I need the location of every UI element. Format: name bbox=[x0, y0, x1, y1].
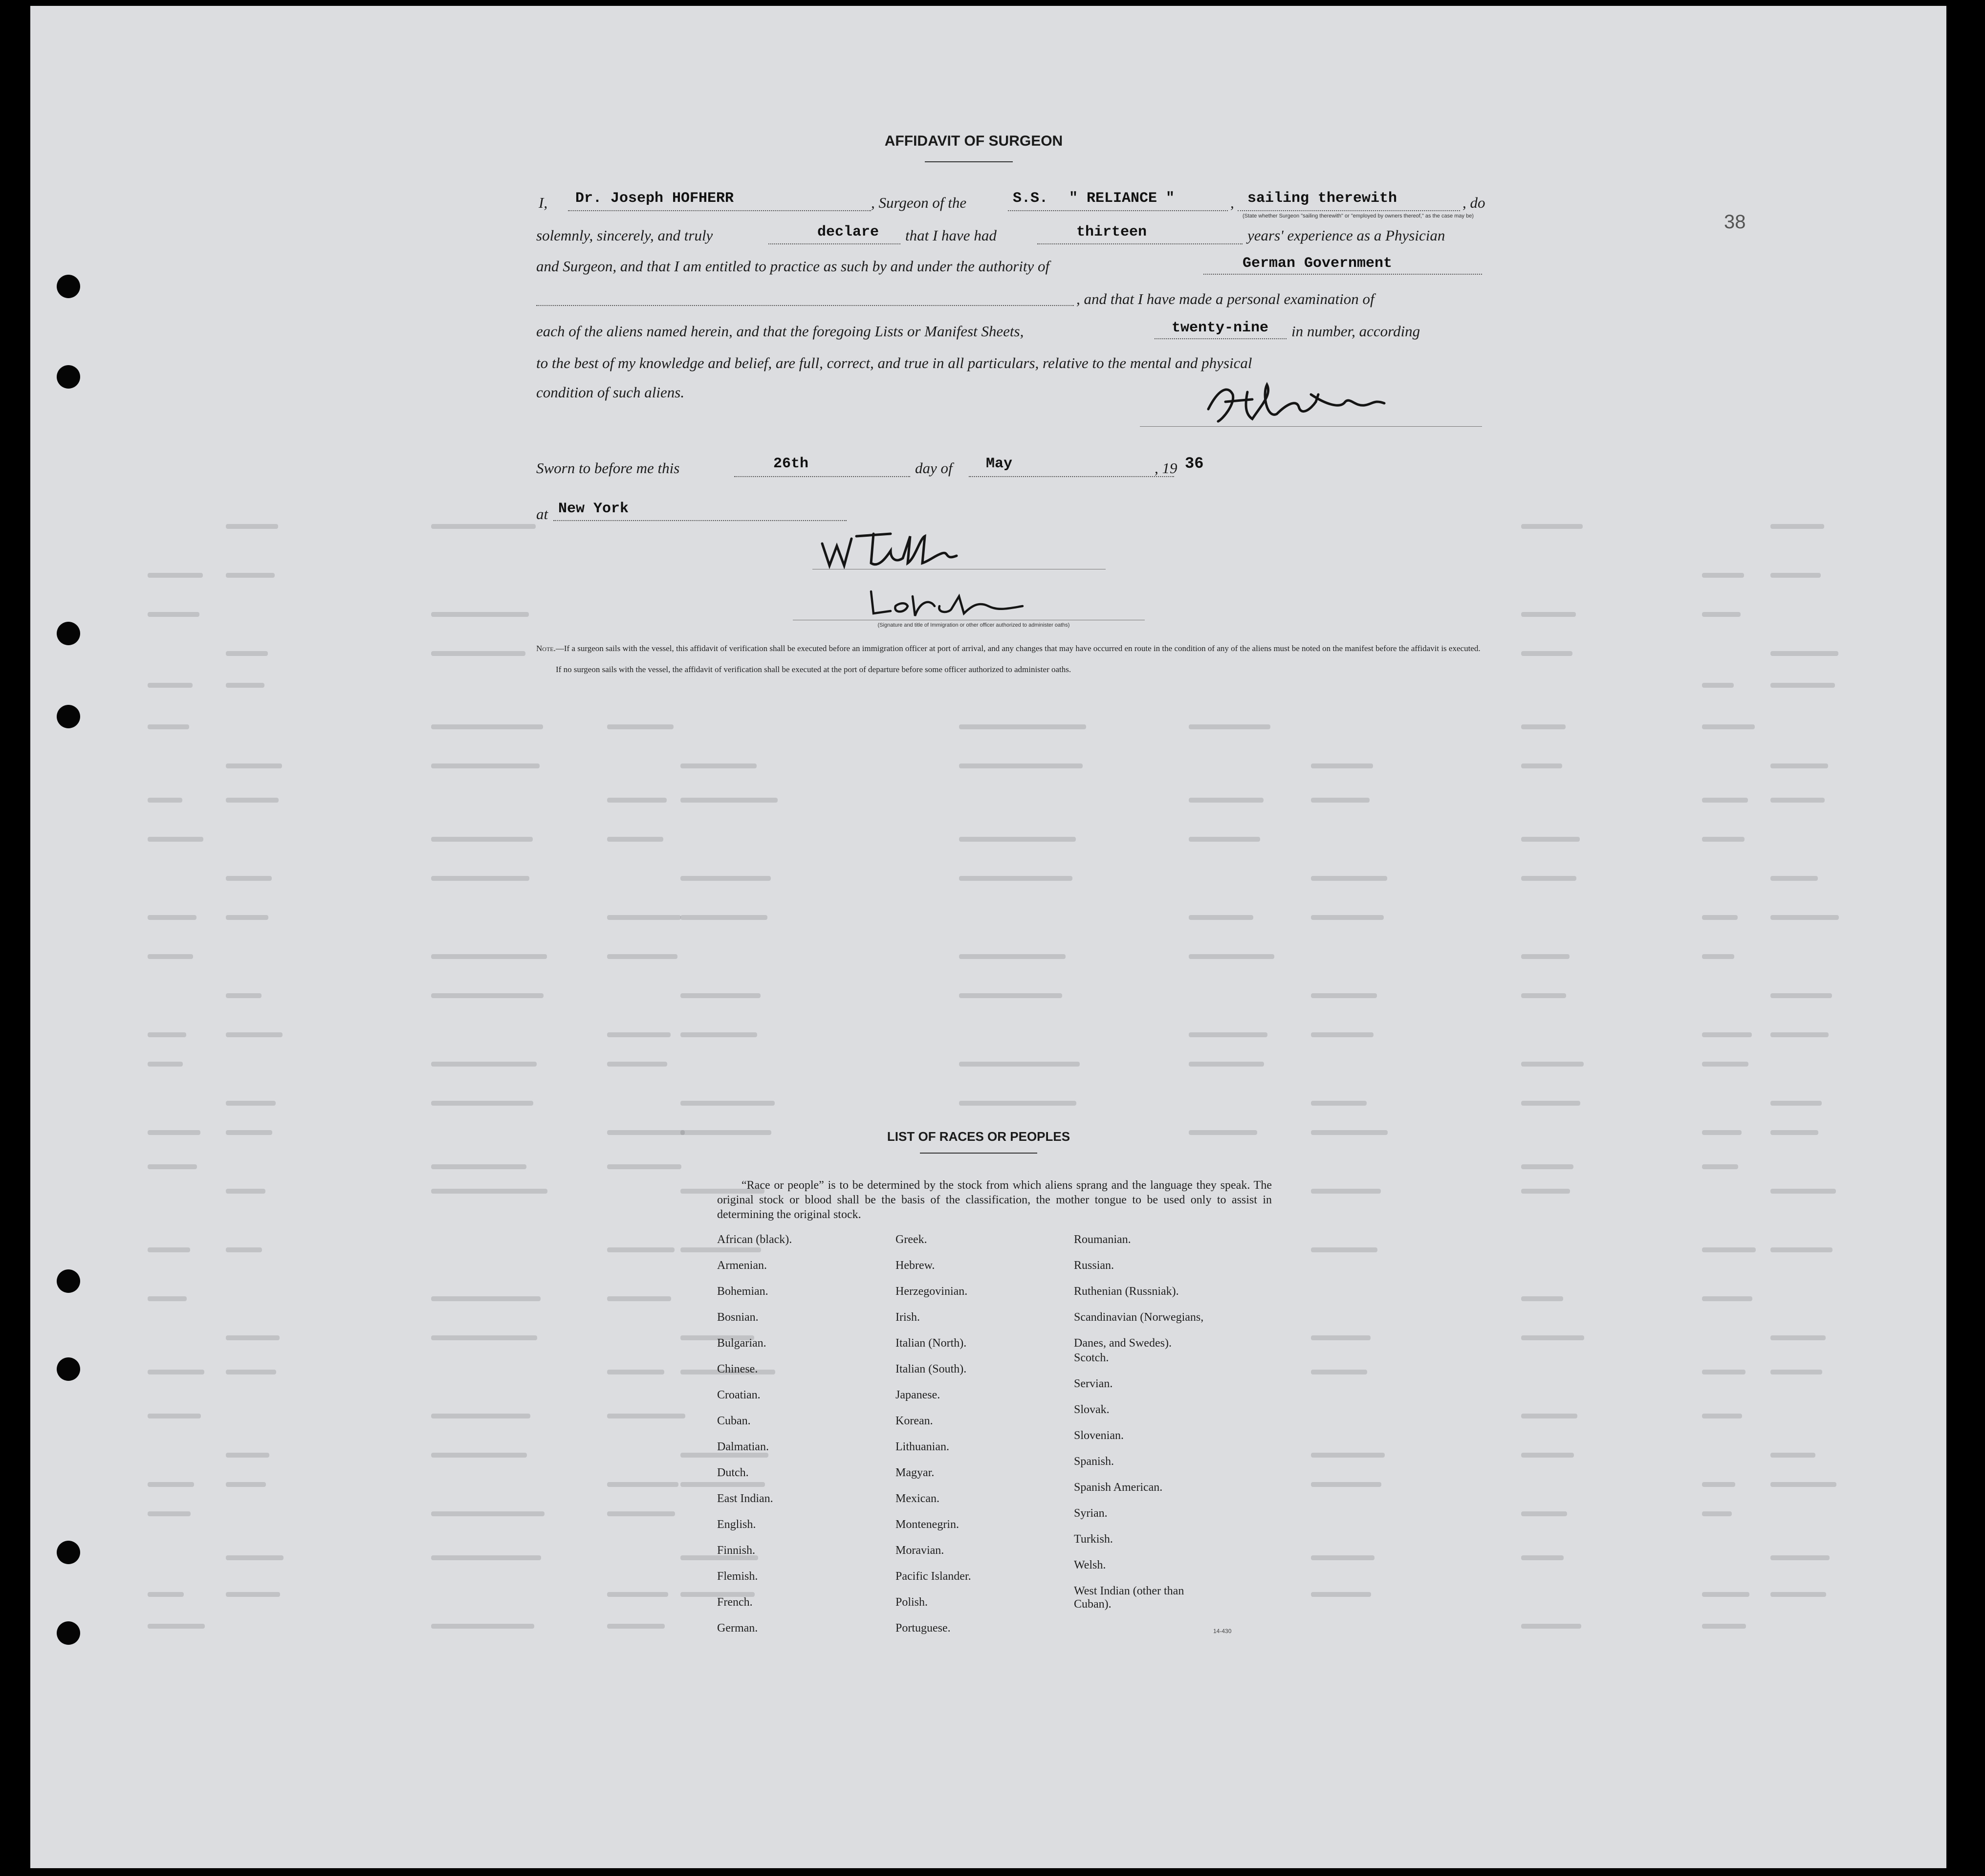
bleed-through-mark bbox=[607, 1370, 664, 1374]
bleed-through-mark bbox=[226, 915, 268, 920]
bleed-through-mark bbox=[1770, 993, 1832, 998]
race-entry: Finnish. bbox=[717, 1544, 756, 1557]
bleed-through-mark bbox=[1521, 1101, 1580, 1106]
officer-caption: (Signature and title of Immigration or other officer authorized to administer oaths) bbox=[877, 622, 1070, 628]
bleed-through-mark bbox=[959, 876, 1072, 881]
bleed-through-mark bbox=[1311, 1247, 1377, 1252]
bleed-through-mark bbox=[1702, 612, 1741, 617]
bleed-through-mark bbox=[226, 1247, 262, 1252]
race-entry: French. bbox=[717, 1596, 753, 1609]
surgeon-capacity: sailing therewith bbox=[1247, 190, 1397, 207]
bleed-through-mark bbox=[1770, 651, 1838, 656]
race-entry: African (black). bbox=[717, 1233, 792, 1246]
binder-hole bbox=[57, 1357, 80, 1381]
bleed-through-mark bbox=[148, 1414, 201, 1418]
bleed-through-mark bbox=[1770, 1101, 1822, 1106]
bleed-through-mark bbox=[431, 1511, 545, 1516]
bleed-through-mark bbox=[680, 993, 761, 998]
bleed-through-mark bbox=[431, 1189, 547, 1194]
bleed-through-mark bbox=[1770, 1130, 1818, 1135]
bleed-through-mark bbox=[148, 612, 199, 617]
sworn-mid: day of bbox=[915, 459, 953, 477]
bleed-through-mark bbox=[226, 763, 282, 768]
race-entry: Portuguese. bbox=[895, 1622, 951, 1635]
bleed-through-mark bbox=[1521, 1335, 1584, 1340]
bleed-through-mark bbox=[1189, 915, 1253, 920]
race-entry: Chinese. bbox=[717, 1363, 758, 1375]
bleed-through-mark bbox=[1189, 798, 1264, 803]
races-title: LIST OF RACES OR PEOPLES bbox=[887, 1129, 1070, 1144]
race-entry: Italian (North). bbox=[895, 1337, 967, 1350]
sworn-day: 26th bbox=[773, 456, 809, 472]
sworn-year-prefix: , 19 bbox=[1155, 459, 1178, 477]
sworn-prefix: Sworn to before me this bbox=[536, 459, 680, 477]
bleed-through-mark bbox=[680, 1032, 757, 1037]
bleed-through-mark bbox=[1311, 1130, 1388, 1135]
bleed-through-mark bbox=[1521, 876, 1576, 881]
bleed-through-mark bbox=[1702, 1296, 1752, 1301]
bleed-through-mark bbox=[148, 915, 196, 920]
bleed-through-mark bbox=[1521, 724, 1566, 729]
bleed-through-mark bbox=[1770, 763, 1828, 768]
bleed-through-mark bbox=[1521, 612, 1576, 617]
binder-hole bbox=[57, 275, 80, 298]
bleed-through-mark bbox=[148, 724, 189, 729]
line5-prefix: each of the aliens named herein, and that the foregoing Lists or Manifest Sheets, bbox=[536, 323, 1024, 340]
bleed-through-mark bbox=[1770, 1335, 1826, 1340]
race-entry: English. bbox=[717, 1518, 756, 1531]
comma: , bbox=[1230, 194, 1234, 211]
race-entry: Dalmatian. bbox=[717, 1440, 769, 1453]
bleed-through-mark bbox=[431, 524, 536, 529]
sheet-count-line bbox=[1155, 338, 1287, 339]
declare-line bbox=[768, 243, 900, 244]
bleed-through-mark bbox=[148, 1164, 197, 1169]
bleed-through-mark bbox=[148, 1511, 191, 1516]
bleed-through-mark bbox=[607, 1296, 671, 1301]
line6: to the best of my knowledge and belief, are full, correct, and true in all particulars, relative to the mental and physical bbox=[536, 354, 1252, 371]
binder-hole bbox=[57, 1269, 80, 1293]
bleed-through-mark bbox=[431, 1335, 537, 1340]
binder-hole bbox=[57, 365, 80, 389]
bleed-through-mark bbox=[1770, 915, 1839, 920]
bleed-through-mark bbox=[1770, 1453, 1815, 1458]
bleed-through-mark bbox=[959, 724, 1086, 729]
race-entry: Scotch. bbox=[1074, 1352, 1109, 1364]
line1-mid: , Surgeon of the bbox=[871, 194, 967, 211]
note-text: —If a surgeon sails with the vessel, this affidavit of verification shall be executed before an immigration officer at port of arrival, and any changes that may have occurred en route in the condition of any of the aliens must be noted on the manifest before the affidavit is executed. bbox=[555, 644, 1481, 653]
bleed-through-mark bbox=[1521, 1414, 1577, 1418]
bleed-through-mark bbox=[1770, 1032, 1829, 1037]
bleed-through-mark bbox=[431, 993, 544, 998]
bleed-through-mark bbox=[226, 683, 264, 688]
bleed-through-mark bbox=[680, 763, 757, 768]
bleed-through-mark bbox=[1770, 524, 1824, 529]
race-entry: German. bbox=[717, 1622, 758, 1635]
bleed-through-mark bbox=[226, 876, 272, 881]
race-entry: Flemish. bbox=[717, 1570, 758, 1583]
years-line bbox=[1037, 243, 1243, 244]
bleed-through-mark bbox=[226, 1189, 265, 1194]
bleed-through-mark bbox=[1311, 1555, 1374, 1560]
bleed-through-mark bbox=[148, 1062, 183, 1067]
place-line bbox=[553, 520, 847, 521]
bleed-through-mark bbox=[148, 1247, 190, 1252]
bleed-through-mark bbox=[1311, 1335, 1371, 1340]
bleed-through-mark bbox=[1521, 763, 1562, 768]
bleed-through-mark bbox=[431, 1164, 526, 1169]
bleed-through-mark bbox=[431, 612, 529, 617]
bleed-through-mark bbox=[1521, 993, 1566, 998]
bleed-through-mark bbox=[226, 651, 268, 656]
bleed-through-mark bbox=[1311, 798, 1370, 803]
race-entry: West Indian (other than bbox=[1074, 1585, 1184, 1597]
bleed-through-mark bbox=[1521, 651, 1572, 656]
race-entry: Spanish American. bbox=[1074, 1481, 1163, 1494]
bleed-through-mark bbox=[1702, 683, 1734, 688]
bleed-through-mark bbox=[1702, 724, 1755, 729]
authority-line bbox=[1203, 274, 1482, 275]
bleed-through-mark bbox=[148, 954, 193, 959]
bleed-through-mark bbox=[607, 1032, 671, 1037]
bleed-through-mark bbox=[226, 1592, 280, 1597]
bleed-through-mark bbox=[607, 1482, 678, 1487]
bleed-through-mark bbox=[1311, 1101, 1367, 1106]
bleed-through-mark bbox=[959, 1101, 1076, 1106]
binder-hole bbox=[57, 622, 80, 645]
bleed-through-mark bbox=[148, 837, 203, 842]
bleed-through-mark bbox=[1521, 954, 1570, 959]
bleed-through-mark bbox=[1521, 1296, 1563, 1301]
race-entry: Servian. bbox=[1074, 1377, 1113, 1390]
race-entry: Slovenian. bbox=[1074, 1429, 1124, 1442]
race-entry: Mexican. bbox=[895, 1492, 939, 1505]
bleed-through-mark bbox=[959, 993, 1062, 998]
declare-verb: declare bbox=[817, 224, 879, 240]
bleed-through-mark bbox=[1702, 1130, 1742, 1135]
races-title-rule bbox=[920, 1153, 1037, 1154]
bleed-through-mark bbox=[959, 837, 1076, 842]
bleed-through-mark bbox=[226, 1032, 283, 1037]
bleed-through-mark bbox=[1311, 1032, 1374, 1037]
line7: condition of such aliens. bbox=[536, 384, 685, 401]
bleed-through-mark bbox=[1521, 524, 1583, 529]
race-entry: East Indian. bbox=[717, 1492, 773, 1505]
race-entry: Greek. bbox=[895, 1233, 927, 1246]
bleed-through-mark bbox=[148, 798, 182, 803]
race-entry: Bosnian. bbox=[717, 1311, 759, 1324]
bleed-through-mark bbox=[680, 1482, 765, 1487]
vessel-name: " RELIANCE " bbox=[1069, 190, 1175, 207]
bleed-through-mark bbox=[148, 1032, 186, 1037]
bleed-through-mark bbox=[431, 876, 529, 881]
bleed-through-mark bbox=[226, 798, 279, 803]
bleed-through-mark bbox=[959, 1062, 1080, 1067]
race-entry: Bohemian. bbox=[717, 1285, 768, 1298]
bleed-through-mark bbox=[148, 1482, 194, 1487]
race-entry: Lithuanian. bbox=[895, 1440, 949, 1453]
bleed-through-mark bbox=[1702, 954, 1734, 959]
sworn-place: New York bbox=[558, 501, 629, 517]
bleed-through-mark bbox=[1311, 763, 1373, 768]
bleed-through-mark bbox=[607, 1247, 675, 1252]
race-entry: Montenegrin. bbox=[895, 1518, 959, 1531]
bleed-through-mark bbox=[431, 1555, 541, 1560]
race-entry: Polish. bbox=[895, 1596, 928, 1609]
bleed-through-mark bbox=[680, 1247, 761, 1252]
capacity-line bbox=[1238, 210, 1460, 211]
sworn-day-line bbox=[734, 476, 910, 477]
surgeon-name-line bbox=[568, 210, 871, 211]
bleed-through-mark bbox=[607, 724, 674, 729]
race-entry: Scandinavian (Norwegians, bbox=[1074, 1311, 1204, 1324]
bleed-through-mark bbox=[1702, 1032, 1752, 1037]
binder-hole bbox=[57, 1541, 80, 1564]
bleed-through-mark bbox=[1770, 876, 1818, 881]
binder-hole bbox=[57, 1621, 80, 1645]
title-rule bbox=[925, 161, 1013, 162]
manifest-page bbox=[30, 6, 1946, 1868]
bleed-through-mark bbox=[607, 954, 677, 959]
race-entry: Syrian. bbox=[1074, 1507, 1108, 1520]
line2-suffix: years' experience as a Physician bbox=[1247, 227, 1445, 244]
bleed-through-mark bbox=[226, 573, 275, 578]
surgeon-signature bbox=[1199, 375, 1404, 429]
bleed-through-mark bbox=[1702, 1511, 1732, 1516]
bleed-through-mark bbox=[431, 724, 543, 729]
bleed-through-mark bbox=[959, 763, 1083, 768]
affidavit-note-2: If no surgeon sails with the vessel, the affidavit of verification shall be executed at the port of departure before some officer authorized to administer oaths. bbox=[556, 665, 1071, 674]
race-entry: Hebrew. bbox=[895, 1259, 935, 1272]
surgeon-signature-line bbox=[1140, 426, 1482, 427]
bleed-through-mark bbox=[1770, 1370, 1822, 1374]
bleed-through-mark bbox=[1311, 876, 1387, 881]
bleed-through-mark bbox=[226, 1101, 276, 1106]
race-entry: Russian. bbox=[1074, 1259, 1114, 1272]
bleed-through-mark bbox=[680, 915, 767, 920]
bleed-through-mark bbox=[607, 1592, 668, 1597]
race-entry: Herzegovinian. bbox=[895, 1285, 968, 1298]
bleed-through-mark bbox=[1311, 993, 1377, 998]
bleed-through-mark bbox=[1770, 1189, 1836, 1194]
bleed-through-mark bbox=[1521, 1453, 1574, 1458]
bleed-through-mark bbox=[1770, 1555, 1830, 1560]
bleed-through-mark bbox=[1311, 1482, 1381, 1487]
bleed-through-mark bbox=[431, 1624, 534, 1629]
bleed-through-mark bbox=[1702, 1624, 1746, 1629]
bleed-through-mark bbox=[1189, 1032, 1267, 1037]
bleed-through-mark bbox=[1189, 1130, 1257, 1135]
bleed-through-mark bbox=[148, 1624, 205, 1629]
line1-prefix: I, bbox=[539, 194, 548, 211]
bleed-through-mark bbox=[680, 798, 778, 803]
bleed-through-mark bbox=[431, 1414, 530, 1418]
bleed-through-mark bbox=[1770, 1482, 1836, 1487]
bleed-through-mark bbox=[226, 1482, 266, 1487]
sworn-year: 36 bbox=[1185, 455, 1204, 473]
officer-signature bbox=[817, 529, 1003, 573]
bleed-through-mark bbox=[148, 1592, 184, 1597]
bleed-through-mark bbox=[431, 651, 525, 656]
bleed-through-mark bbox=[1702, 837, 1745, 842]
bleed-through-mark bbox=[1702, 1062, 1748, 1067]
bleed-through-mark bbox=[1770, 798, 1825, 803]
race-entry: Slovak. bbox=[1074, 1403, 1110, 1416]
bleed-through-mark bbox=[607, 915, 681, 920]
vessel-prefix: S.S. bbox=[1013, 190, 1048, 207]
bleed-through-mark bbox=[431, 1296, 541, 1301]
bleed-through-mark bbox=[431, 954, 547, 959]
bleed-through-mark bbox=[1189, 1062, 1264, 1067]
race-entry: Armenian. bbox=[717, 1259, 767, 1272]
line2-mid: that I have had bbox=[905, 227, 997, 244]
bleed-through-mark bbox=[431, 837, 533, 842]
line1-suffix: , do bbox=[1462, 194, 1485, 211]
years-experience: thirteen bbox=[1076, 224, 1147, 240]
bleed-through-mark bbox=[1770, 683, 1835, 688]
affidavit-note bbox=[536, 644, 1489, 654]
bleed-through-mark bbox=[1311, 1592, 1371, 1597]
bleed-through-mark bbox=[1702, 573, 1744, 578]
bleed-through-mark bbox=[1770, 1592, 1826, 1597]
bleed-through-mark bbox=[226, 524, 278, 529]
bleed-through-mark bbox=[680, 1130, 771, 1135]
bleed-through-mark bbox=[1702, 1370, 1745, 1374]
page-number: 38 bbox=[1724, 211, 1746, 233]
race-entry: Italian (South). bbox=[895, 1363, 967, 1375]
bleed-through-mark bbox=[226, 1335, 280, 1340]
bleed-through-mark bbox=[148, 1130, 200, 1135]
bleed-through-mark bbox=[607, 1164, 681, 1169]
line5-suffix: in number, according bbox=[1291, 323, 1420, 340]
race-entry: Welsh. bbox=[1074, 1559, 1106, 1571]
bleed-through-mark bbox=[431, 1062, 537, 1067]
bleed-through-mark bbox=[1311, 1453, 1385, 1458]
bleed-through-mark bbox=[680, 1101, 775, 1106]
bleed-through-mark bbox=[959, 954, 1066, 959]
bleed-through-mark bbox=[1702, 1414, 1742, 1418]
bleed-through-mark bbox=[1521, 1189, 1570, 1194]
line2-prefix: solemnly, sincerely, and truly bbox=[536, 227, 713, 244]
affidavit-title: AFFIDAVIT OF SURGEON bbox=[884, 133, 1063, 149]
bleed-through-mark bbox=[1311, 915, 1384, 920]
sworn-month: May bbox=[986, 456, 1013, 472]
race-entry: Ruthenian (Russniak). bbox=[1074, 1285, 1179, 1298]
bleed-through-mark bbox=[1521, 1164, 1573, 1169]
bleed-through-mark bbox=[1189, 837, 1260, 842]
race-entry: Croatian. bbox=[717, 1389, 761, 1401]
bleed-through-mark bbox=[431, 1453, 527, 1458]
bleed-through-mark bbox=[1311, 1189, 1381, 1194]
binder-hole bbox=[57, 705, 80, 728]
race-entry: Cuban. bbox=[717, 1415, 751, 1427]
note-label: Note. bbox=[536, 644, 556, 653]
sworn-month-line bbox=[969, 476, 1174, 477]
bleed-through-mark bbox=[1521, 1555, 1564, 1560]
bleed-through-mark bbox=[1521, 837, 1580, 842]
races-intro: “Race or people” is to be determined by the stock from which aliens sprang and the language they speak. The original stock or blood shall be the basis of the classification, the mother tongue to be used only to assist in determining the original stock. bbox=[717, 1179, 1272, 1221]
bleed-through-mark bbox=[1770, 1247, 1832, 1252]
bleed-through-mark bbox=[1702, 1592, 1749, 1597]
practice-authority: German Government bbox=[1243, 255, 1393, 272]
capacity-note: (State whether Surgeon "sailing therewith" or "employed by owners thereof," as the case may be) bbox=[1243, 213, 1474, 219]
bleed-through-mark bbox=[1189, 954, 1274, 959]
bleed-through-mark bbox=[607, 1624, 665, 1629]
bleed-through-mark bbox=[226, 1555, 284, 1560]
race-entry: Irish. bbox=[895, 1311, 920, 1324]
race-entry: Moravian. bbox=[895, 1544, 944, 1557]
race-entry: Spanish. bbox=[1074, 1455, 1114, 1468]
vessel-line bbox=[1008, 210, 1228, 211]
line4-suffix: , and that I have made a personal examination of bbox=[1076, 290, 1374, 307]
race-entry: Japanese. bbox=[895, 1389, 940, 1401]
bleed-through-mark bbox=[226, 1370, 276, 1374]
bleed-through-mark bbox=[148, 573, 203, 578]
bleed-through-mark bbox=[431, 763, 540, 768]
race-entry: Pacific Islander. bbox=[895, 1570, 971, 1583]
bleed-through-mark bbox=[607, 1511, 675, 1516]
bleed-through-mark bbox=[148, 1370, 204, 1374]
at-prefix: at bbox=[536, 505, 548, 523]
race-entry: Danes, and Swedes). bbox=[1074, 1337, 1172, 1350]
bleed-through-mark bbox=[226, 993, 262, 998]
bleed-through-mark bbox=[607, 837, 663, 842]
race-entry: Roumanian. bbox=[1074, 1233, 1131, 1246]
authority-continuation-line bbox=[536, 305, 1074, 306]
bleed-through-mark bbox=[1702, 915, 1738, 920]
bleed-through-mark bbox=[226, 1453, 269, 1458]
bleed-through-mark bbox=[1311, 1370, 1367, 1374]
bleed-through-mark bbox=[607, 1062, 667, 1067]
bleed-through-mark bbox=[1189, 724, 1270, 729]
bleed-through-mark bbox=[1770, 573, 1821, 578]
bleed-through-mark bbox=[607, 798, 667, 803]
bleed-through-mark bbox=[607, 1130, 685, 1135]
race-entry: Korean. bbox=[895, 1415, 933, 1427]
race-entry: Turkish. bbox=[1074, 1533, 1113, 1546]
surgeon-name: Dr. Joseph HOFHERR bbox=[575, 190, 734, 207]
bleed-through-mark bbox=[1521, 1624, 1581, 1629]
bleed-through-mark bbox=[680, 876, 771, 881]
bleed-through-mark bbox=[1702, 1482, 1735, 1487]
bleed-through-mark bbox=[431, 1101, 533, 1106]
officer-title-signature bbox=[866, 587, 1032, 621]
bleed-through-mark bbox=[148, 683, 193, 688]
bleed-through-mark bbox=[1521, 1511, 1567, 1516]
bleed-through-mark bbox=[607, 1414, 685, 1418]
race-entry: Dutch. bbox=[717, 1466, 749, 1479]
manifest-sheet-count: twenty-nine bbox=[1172, 320, 1269, 336]
line3-prefix: and Surgeon, and that I am entitled to practice as such by and under the authority of bbox=[536, 258, 1050, 275]
bleed-through-mark bbox=[148, 1296, 187, 1301]
race-entry: Bulgarian. bbox=[717, 1337, 766, 1350]
form-number: 14-430 bbox=[1213, 1628, 1232, 1635]
bleed-through-mark bbox=[1702, 798, 1748, 803]
race-entry: Magyar. bbox=[895, 1466, 935, 1479]
bleed-through-mark bbox=[226, 1130, 272, 1135]
bleed-through-mark bbox=[1521, 1062, 1584, 1067]
bleed-through-mark bbox=[1702, 1164, 1738, 1169]
race-entry: Cuban). bbox=[1074, 1598, 1112, 1611]
bleed-through-mark bbox=[1702, 1247, 1756, 1252]
